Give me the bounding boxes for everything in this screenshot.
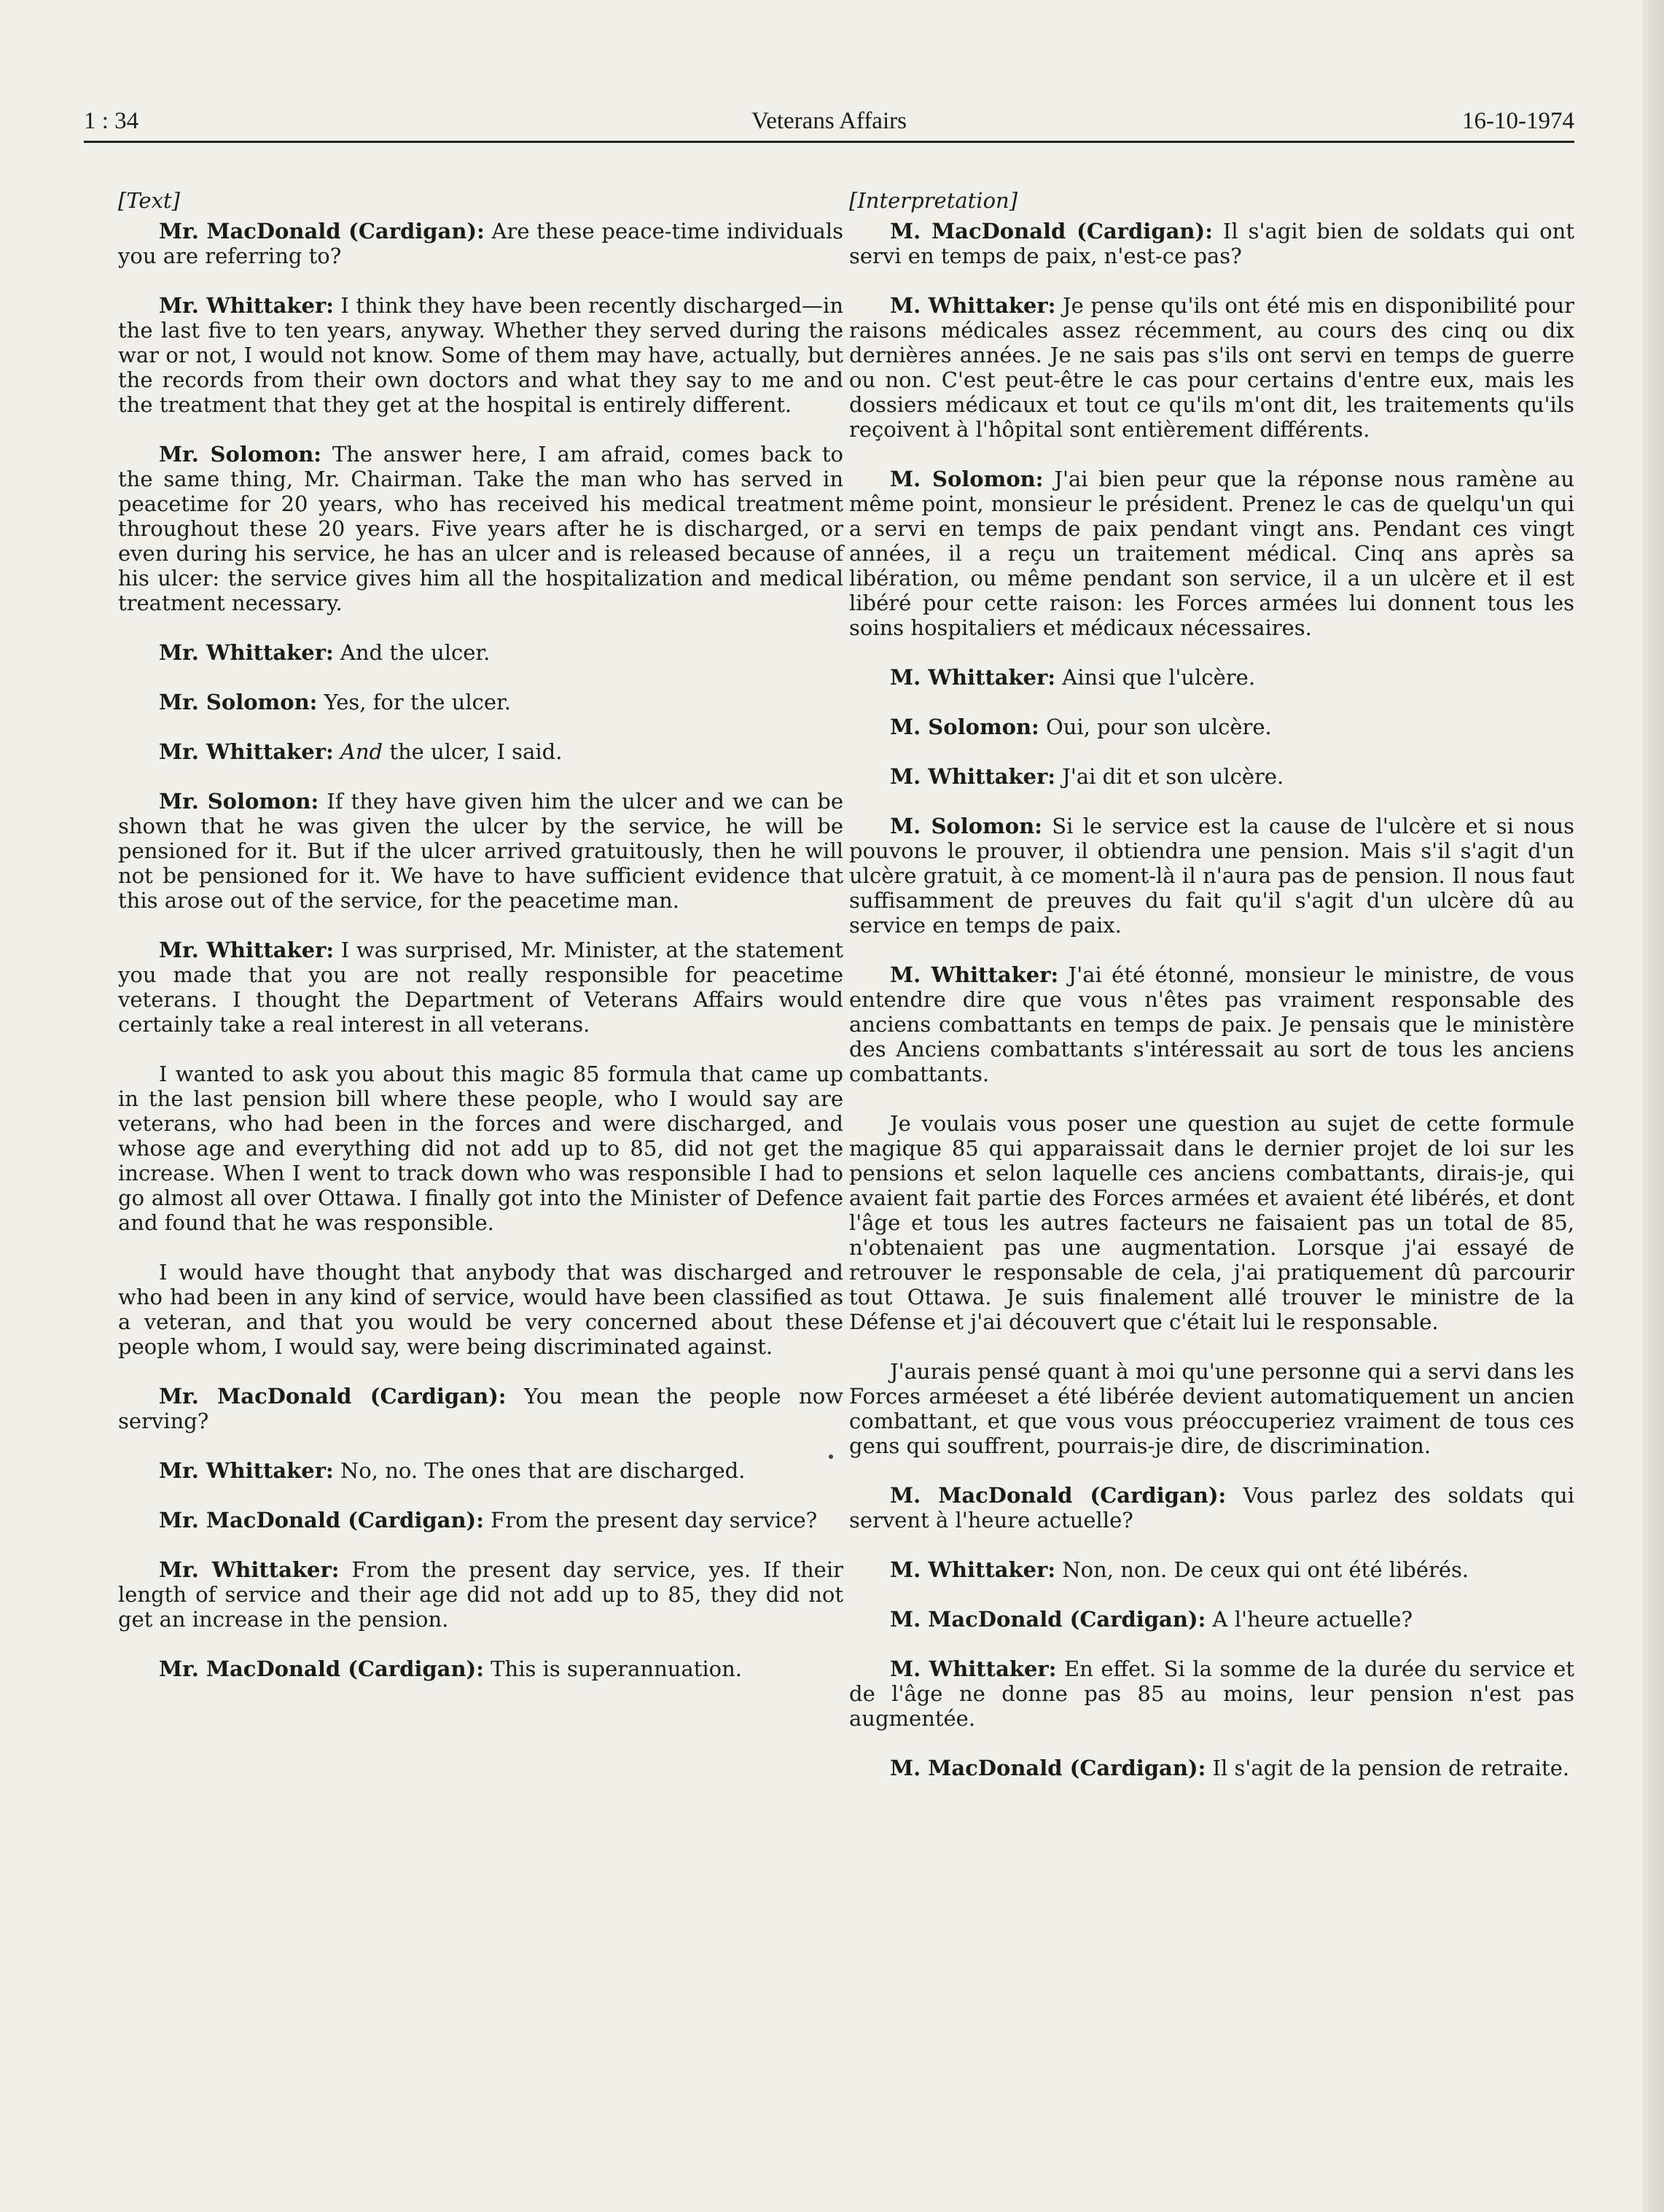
paragraph-text: J'aurais pensé quant à moi qu'une personne qui a servi dans les Forces arméeset a été libérée devient automatiquement un ancien combattant, et que vous vous préoccuperiez vraiment de tous ces gens qui souffrent, pourrais-je dire, de discrimination. [849, 1359, 1574, 1458]
paragraph-text: If they have given him the ulcer and we can be shown that he was given the ulcer by the service, he will be pensioned for it. But if the ulcer arrived gratuitously, then he will not be pensioned for it. We have to have sufficient evidence that this arose out of the service, for the peacetime man. [118, 789, 844, 913]
speaker-name: Mr. Whittaker: [159, 1458, 334, 1483]
paragraph-text: I would have thought that anybody that was discharged and who had been in any kind of service, would have been classified as a veteran, and that you would be very concerned about these people whom, I would say, were being discriminated against. [118, 1260, 843, 1359]
speaker-name: Mr. MacDonald (Cardigan): [159, 1384, 507, 1409]
paragraph-text [334, 739, 340, 764]
speaker-name: M. MacDonald (Cardigan): [890, 1607, 1206, 1632]
speaker-name: Mr. Whittaker: [159, 739, 334, 764]
paragraph [118, 1656, 843, 1681]
page-header [84, 102, 1574, 141]
paragraph-text: Il s'agit de la pension de retraite. [1206, 1756, 1570, 1780]
speaker-name: Mr. Whittaker: [159, 938, 335, 962]
paragraph-text: The answer here, I am afraid, comes back to the same thing, Mr. Chairman. Take the man who has served in peacetime for 20 years, who has received his medical treatment throughout these 20 years. Five years after he is discharged, or even during his service, he has an ulcer and is released because of his ulcer: the service gives him all the hospitalization and medical treatment necessary. [118, 442, 843, 615]
speaker-name: M. Solomon: [890, 714, 1039, 739]
paragraph [849, 814, 1574, 938]
english-column [118, 188, 843, 1706]
paragraph [118, 1062, 843, 1235]
paragraph [849, 1607, 1574, 1632]
paragraph-text: From the present day service? [483, 1508, 818, 1533]
speaker-name: M. Whittaker: [890, 764, 1056, 789]
paragraph [118, 640, 843, 665]
paragraph-text: Ainsi que l'ulcère. [1055, 665, 1256, 690]
paragraph [118, 1384, 843, 1433]
speaker-name: M. Whittaker: [890, 1557, 1056, 1582]
paragraph-text: I was surprised, Mr. Minister, at the statement you made that you are not really responsible for peacetime veterans. I thought the Department of Veterans Affairs would certainly take a real interest in all veterans. [118, 938, 843, 1037]
paragraph [849, 1111, 1574, 1334]
paragraph [118, 938, 843, 1037]
paragraph [118, 739, 843, 764]
speaker-name: M. Solomon: [890, 814, 1042, 838]
paragraph [118, 1458, 843, 1483]
speaker-name: Mr. Solomon: [159, 789, 319, 814]
paragraph-text: Oui, pour son ulcère. [1039, 714, 1272, 739]
header-rule [84, 141, 1574, 143]
paragraph-text: En effet. Si la somme de la durée du service et de l'âge ne donne pas 85 au moins, leur pension n'est pas augmentée. [849, 1656, 1575, 1731]
paragraph [849, 1756, 1574, 1780]
paragraph [849, 962, 1574, 1086]
paragraph-text: And the ulcer. [333, 640, 491, 665]
emphasis-text: And [340, 739, 383, 764]
paragraph [849, 714, 1574, 739]
paragraph-text: You mean the people now serving? [118, 1384, 843, 1433]
paragraph-text: This is superannuation. [483, 1656, 743, 1681]
paragraph [849, 219, 1574, 268]
paragraph [849, 1656, 1574, 1731]
paragraph-text: Je pense qu'ils ont été mis en disponibilité pour raisons médicales assez récemment, au cours des cinq ou dix dernières années. Je ne sais pas s'ils ont servi en temps de guerre ou non. C'est peut-être le cas pour certains d'entre eux, mais les dossiers médicaux et tout ce qu'ils m'ont dit, les traitements qu'ils reçoivent à l'hôpital sont entièrement différents. [849, 293, 1575, 442]
paragraph [118, 442, 843, 615]
page-date: 16-10-1974 [1462, 108, 1574, 134]
speaker-name: M. Whittaker: [890, 665, 1056, 690]
paragraph-text: J'ai dit et son ulcère. [1055, 764, 1284, 789]
paragraph-text: Yes, for the ulcer. [317, 690, 511, 714]
paragraph [849, 1557, 1574, 1582]
paragraph [118, 293, 843, 417]
paragraph-text: Si le service est la cause de l'ulcère et si nous pouvons le prouver, il obtiendra une pension. Mais s'il s'agit d'un ulcère gratuit, à ce moment-là il n'aura pas de pension. Il nous faut suffisamment de preuves du fait qu'il s'agit d'un ulcère dû au service en temps de paix. [849, 814, 1574, 938]
paragraph-text: From the present day service, yes. If their length of service and their age did not add up to 85, they did not get an increase in the pension. [118, 1557, 843, 1632]
speaker-name: Mr. MacDonald (Cardigan): [159, 219, 485, 244]
english-paragraphs [118, 219, 843, 1681]
speaker-name: Mr. Whittaker: [159, 1557, 340, 1582]
paragraph-text: Are these peace-time individuals you are referring to? [118, 219, 844, 268]
speaker-name: M. MacDonald (Cardigan): [890, 1483, 1227, 1508]
paragraph-text: the ulcer, I said. [383, 739, 563, 764]
column-label-interpretation: [Interpretation] [849, 188, 1018, 213]
speaker-name: M. Whittaker: [890, 1656, 1057, 1681]
paragraph [849, 293, 1574, 442]
paragraph-text: Je voulais vous poser une question au sujet de cette formule magique 85 qui apparaissait dans le dernier projet de loi sur les pensions et selon laquelle ces anciens combattants, dirais-je, qui avaient fait partie des Forces armées et avaient été libérés, et dont l'âge et tous les autres facteurs ne faisaient pas un total de 85, n'obtenaient pas une augmentation. Lorsque j'ai essayé de retrouver le responsable de cela, j'ai pratiquement dû parcourir tout Ottawa. Je suis finalement allé trouver le ministre de la Défense et j'ai découvert que c'était lui le responsable. [849, 1111, 1574, 1334]
speaker-name: M. MacDonald (Cardigan): [890, 1756, 1206, 1780]
page-title: Veterans Affairs [751, 108, 907, 134]
paragraph [118, 789, 843, 913]
paragraph-text: No, no. The ones that are discharged. [333, 1458, 746, 1483]
speaker-name: Mr. Whittaker: [159, 640, 334, 665]
paragraph [849, 467, 1574, 640]
french-column [849, 188, 1574, 1805]
paragraph [118, 690, 843, 714]
paragraph [849, 665, 1574, 690]
speaker-name: M. MacDonald (Cardigan): [890, 219, 1213, 244]
speaker-name: M. Whittaker: [890, 293, 1056, 318]
french-paragraphs [849, 219, 1574, 1780]
speaker-name: M. Whittaker: [890, 962, 1059, 987]
paragraph [849, 1483, 1574, 1533]
paragraph-text: I wanted to ask you about this magic 85 formula that came up in the last pension bill where these people, who I would say are veterans, who had been in the forces and were discharged, and whose age and everything did not add up to 85, did not get the increase. When I went to track down who was responsible I had to go almost all over Ottawa. I finally got into the Minister of Defence and found that he was responsible. [118, 1062, 843, 1235]
paragraph-text: I think they have been recently discharged—in the last five to ten years, anyway. Whether they served during the war or not, I would not know. Some of them may have, actually, but the records from their own doctors and what they say to me and the treatment that they get at the hospital is entirely different. [118, 293, 843, 417]
paragraph [849, 764, 1574, 789]
speaker-name: Mr. Whittaker: [159, 293, 334, 318]
column-label-text: [Text] [118, 188, 180, 213]
paragraph-text: J'ai été étonné, monsieur le ministre, de vous entendre dire que vous n'êtes pas vraiment responsable des anciens combattants en temps de paix. Je pensais que le ministère des Anciens combattants s'intéressait au sort de tous les anciens combattants. [849, 962, 1574, 1086]
page-edge-shadow [1642, 0, 1664, 2212]
paragraph [849, 1359, 1574, 1458]
paragraph-text: Non, non. De ceux qui ont été libérés. [1055, 1557, 1469, 1582]
paragraph [118, 219, 843, 268]
stray-mark [829, 1454, 833, 1459]
speaker-name: Mr. MacDonald (Cardigan): [159, 1656, 484, 1681]
paragraph [118, 1508, 843, 1533]
paragraph-text: A l'heure actuelle? [1206, 1607, 1413, 1632]
speaker-name: Mr. Solomon: [159, 442, 321, 467]
paragraph [118, 1260, 843, 1359]
speaker-name: Mr. Solomon: [159, 690, 318, 714]
paragraph-text: J'ai bien peur que la réponse nous ramène au même point, monsieur le président. Prenez le cas de quelqu'un qui a servi en temps de paix pendant vingt ans. Pendant ces vingt années, il a reçu un traitement médical. Cinq ans après sa libération, ou même pendant son service, il a un ulcère et il est libéré pour cette raison: les Forces armées lui donnent tous les soins hospitaliers et médicaux nécessaires. [849, 467, 1574, 640]
paragraph-text: Il s'agit bien de soldats qui ont servi en temps de paix, n'est-ce pas? [849, 219, 1574, 268]
paragraph-text: Vous parlez des soldats qui servent à l'heure actuelle? [849, 1483, 1574, 1533]
page-number: 1 : 34 [84, 108, 139, 134]
speaker-name: M. Solomon: [890, 467, 1044, 491]
speaker-name: Mr. MacDonald (Cardigan): [159, 1508, 484, 1533]
paragraph [118, 1557, 843, 1632]
